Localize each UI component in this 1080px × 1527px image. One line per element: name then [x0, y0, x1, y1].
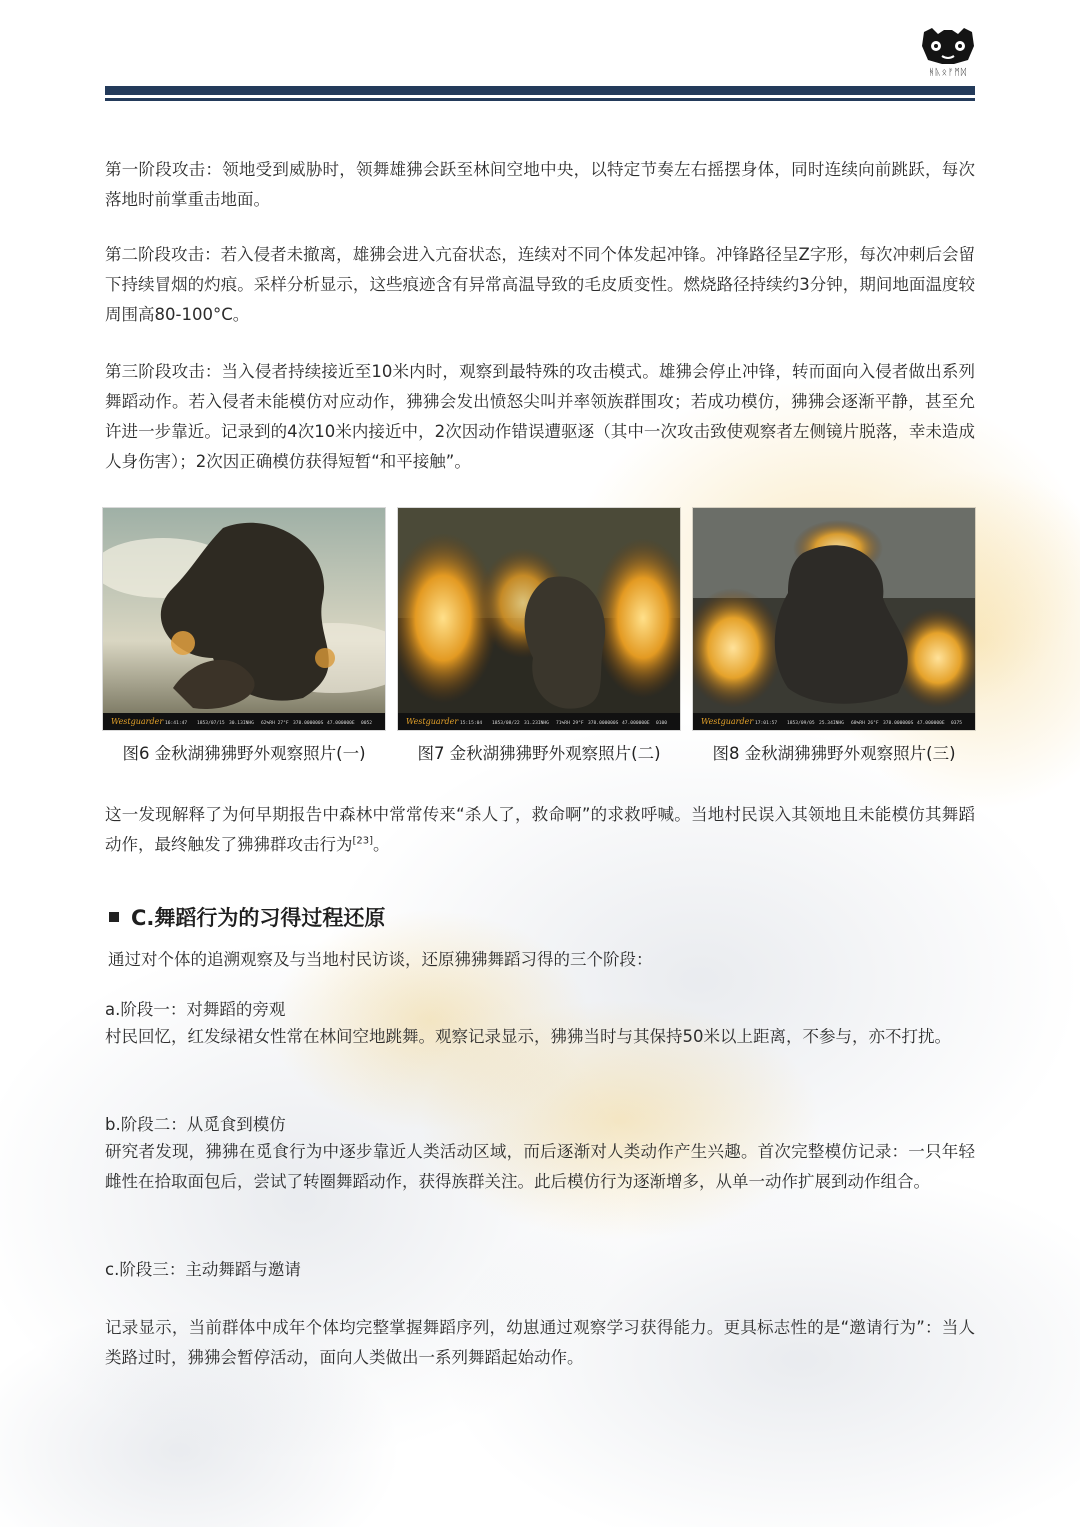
- square-bullet-icon: [109, 912, 119, 922]
- stage-a-title: a.阶段一：对舞蹈的旁观: [105, 1000, 286, 1019]
- photo-stamp-value: 1853/08/22: [492, 721, 520, 726]
- photo-stamp-value: 47.000000E: [917, 721, 945, 726]
- photo-stamp-value: 31.23INHG: [524, 721, 549, 726]
- photo-2: [398, 508, 680, 730]
- paragraph-stage1: 第一阶段攻击：领地受到威胁时，领舞雄狒会跃至林间空地中央，以特定节奏左右摇摆身体，同时连续向前跳跃，每次落地时前掌重击地面。: [105, 160, 975, 209]
- section-c-intro: 通过对个体的追溯观察及与当地村民访谈，还原狒狒舞蹈习得的三个阶段：: [108, 950, 653, 969]
- photo-1-caption: 图6 金秋湖狒狒野外观察照片(一): [122, 744, 366, 763]
- photo-3: [693, 508, 975, 730]
- photo-1: [103, 508, 385, 730]
- stage-c-title: c.阶段三：主动舞蹈与邀请: [105, 1260, 301, 1279]
- explanation-text: 这一发现解释了为何早期报告中森林中常常传来“杀人了，救命啊”的求救呼喊。当地村民误入其领地且未能模仿其舞蹈动作，最终触发了狒狒群攻击行为: [105, 805, 975, 854]
- explanation-end: 。: [373, 835, 390, 854]
- paragraph-stage3: 第三阶段攻击：当入侵者持续接近至10米内时，观察到最特殊的攻击模式。雄狒会停止冲锋，转而面向入侵者做出系列舞蹈动作。若入侵者未能模仿对应动作，狒狒会发出愤怒尖叫并率领族群围攻；若成功模仿，狒狒会逐渐平静，甚至允许进一步靠近。记录到的4次10米内接近中，2次因动作错误遭驱逐（其中一次攻击致使观察者左侧镜片脱落，幸未造成人身伤害）；2次因正确模仿获得短暂“和平接触”。: [105, 362, 975, 471]
- photo-stamp-value: 17:01:57: [755, 721, 778, 726]
- photo-stamp-value: 0100: [656, 721, 668, 726]
- photo-stamp-value: 71%RH 29°F: [556, 721, 584, 726]
- photo-stamp-value: 68%RH 26°F: [851, 721, 879, 726]
- photo-stamp-value: 47.000000E: [327, 721, 355, 726]
- photo-stamp-value: 15:15:04: [460, 721, 483, 726]
- photo-stamp-value: 0052: [361, 721, 373, 726]
- stage-b-text: 研究者发现，狒狒在觅食行为中逐步靠近人类活动区域，而后逐渐对人类动作产生兴趣。首次完整模仿记录：一只年轻雌性在拾取面包后，尝试了转圈舞蹈动作，获得族群关注。此后模仿行为逐渐增多，从单一动作扩展到动作组合。: [105, 1142, 975, 1191]
- paw-face-icon: [918, 26, 978, 66]
- photo-stamp-value: 62%RH 27°F: [261, 721, 289, 726]
- photo-stamp-value: 16:41:47: [165, 721, 188, 726]
- reference-marker: [23]: [352, 835, 374, 847]
- paragraph-stage2: 第二阶段攻击：若入侵者未撤离，雄狒会进入亢奋状态，连续对不同个体发起冲锋。冲锋路径呈Z字形，每次冲刺后会留下持续冒烟的灼痕。采样分析显示，这些痕迹含有异常高温导致的毛皮质变性。燃烧路径持续约3分钟，期间地面温度较周围高80-100°C。: [105, 245, 975, 324]
- header-logo: [918, 26, 978, 78]
- photo-brand-label: Westguarder: [701, 717, 754, 726]
- photo-stamp-value: 30.13INHG: [229, 721, 254, 726]
- section-c-heading: [109, 902, 385, 932]
- photo-stamp-value: 25.34INHG: [819, 721, 844, 726]
- stage-a-text: 村民回忆，红发绿裙女性常在林间空地跳舞。观察记录显示，狒狒当时与其保持50米以上距离，不参与，亦不打扰。: [105, 1027, 951, 1046]
- header-rule: [105, 86, 975, 102]
- photo-stamp-value: 1853/09/05: [787, 721, 815, 726]
- section-c-title: C.舞蹈行为的习得过程还原: [131, 906, 386, 930]
- photo-2-caption: 图7 金秋湖狒狒野外观察照片(二): [417, 744, 661, 763]
- photo-stamp-value: 47.000000E: [622, 721, 650, 726]
- stage-b-title: b.阶段二：从觅食到模仿: [105, 1115, 286, 1134]
- photo-brand-label: Westguarder: [111, 717, 164, 726]
- photo-stamp-value: 378.000000S: [293, 721, 324, 726]
- photo-3-caption: 图8 金秋湖狒狒野外观察照片(三): [712, 744, 956, 763]
- photo-stamp-value: 1853/07/15: [197, 721, 225, 726]
- photo-brand-label: Westguarder: [406, 717, 459, 726]
- paragraph-explanation: [105, 800, 975, 860]
- photo-stamp-value: 0375: [951, 721, 963, 726]
- logo-text: ᚻᚣᛟᚠᛗᛞ: [928, 68, 968, 78]
- stage-c-text: 记录显示，当前群体中成年个体均完整掌握舞蹈序列，幼崽通过观察学习获得能力。更具标志性的是“邀请行为”：当人类路过时，狒狒会暂停活动，面向人类做出一系列舞蹈起始动作。: [105, 1318, 975, 1367]
- photo-stamp-value: 378.000000S: [588, 721, 619, 726]
- photo-stamp-value: 378.000000S: [883, 721, 914, 726]
